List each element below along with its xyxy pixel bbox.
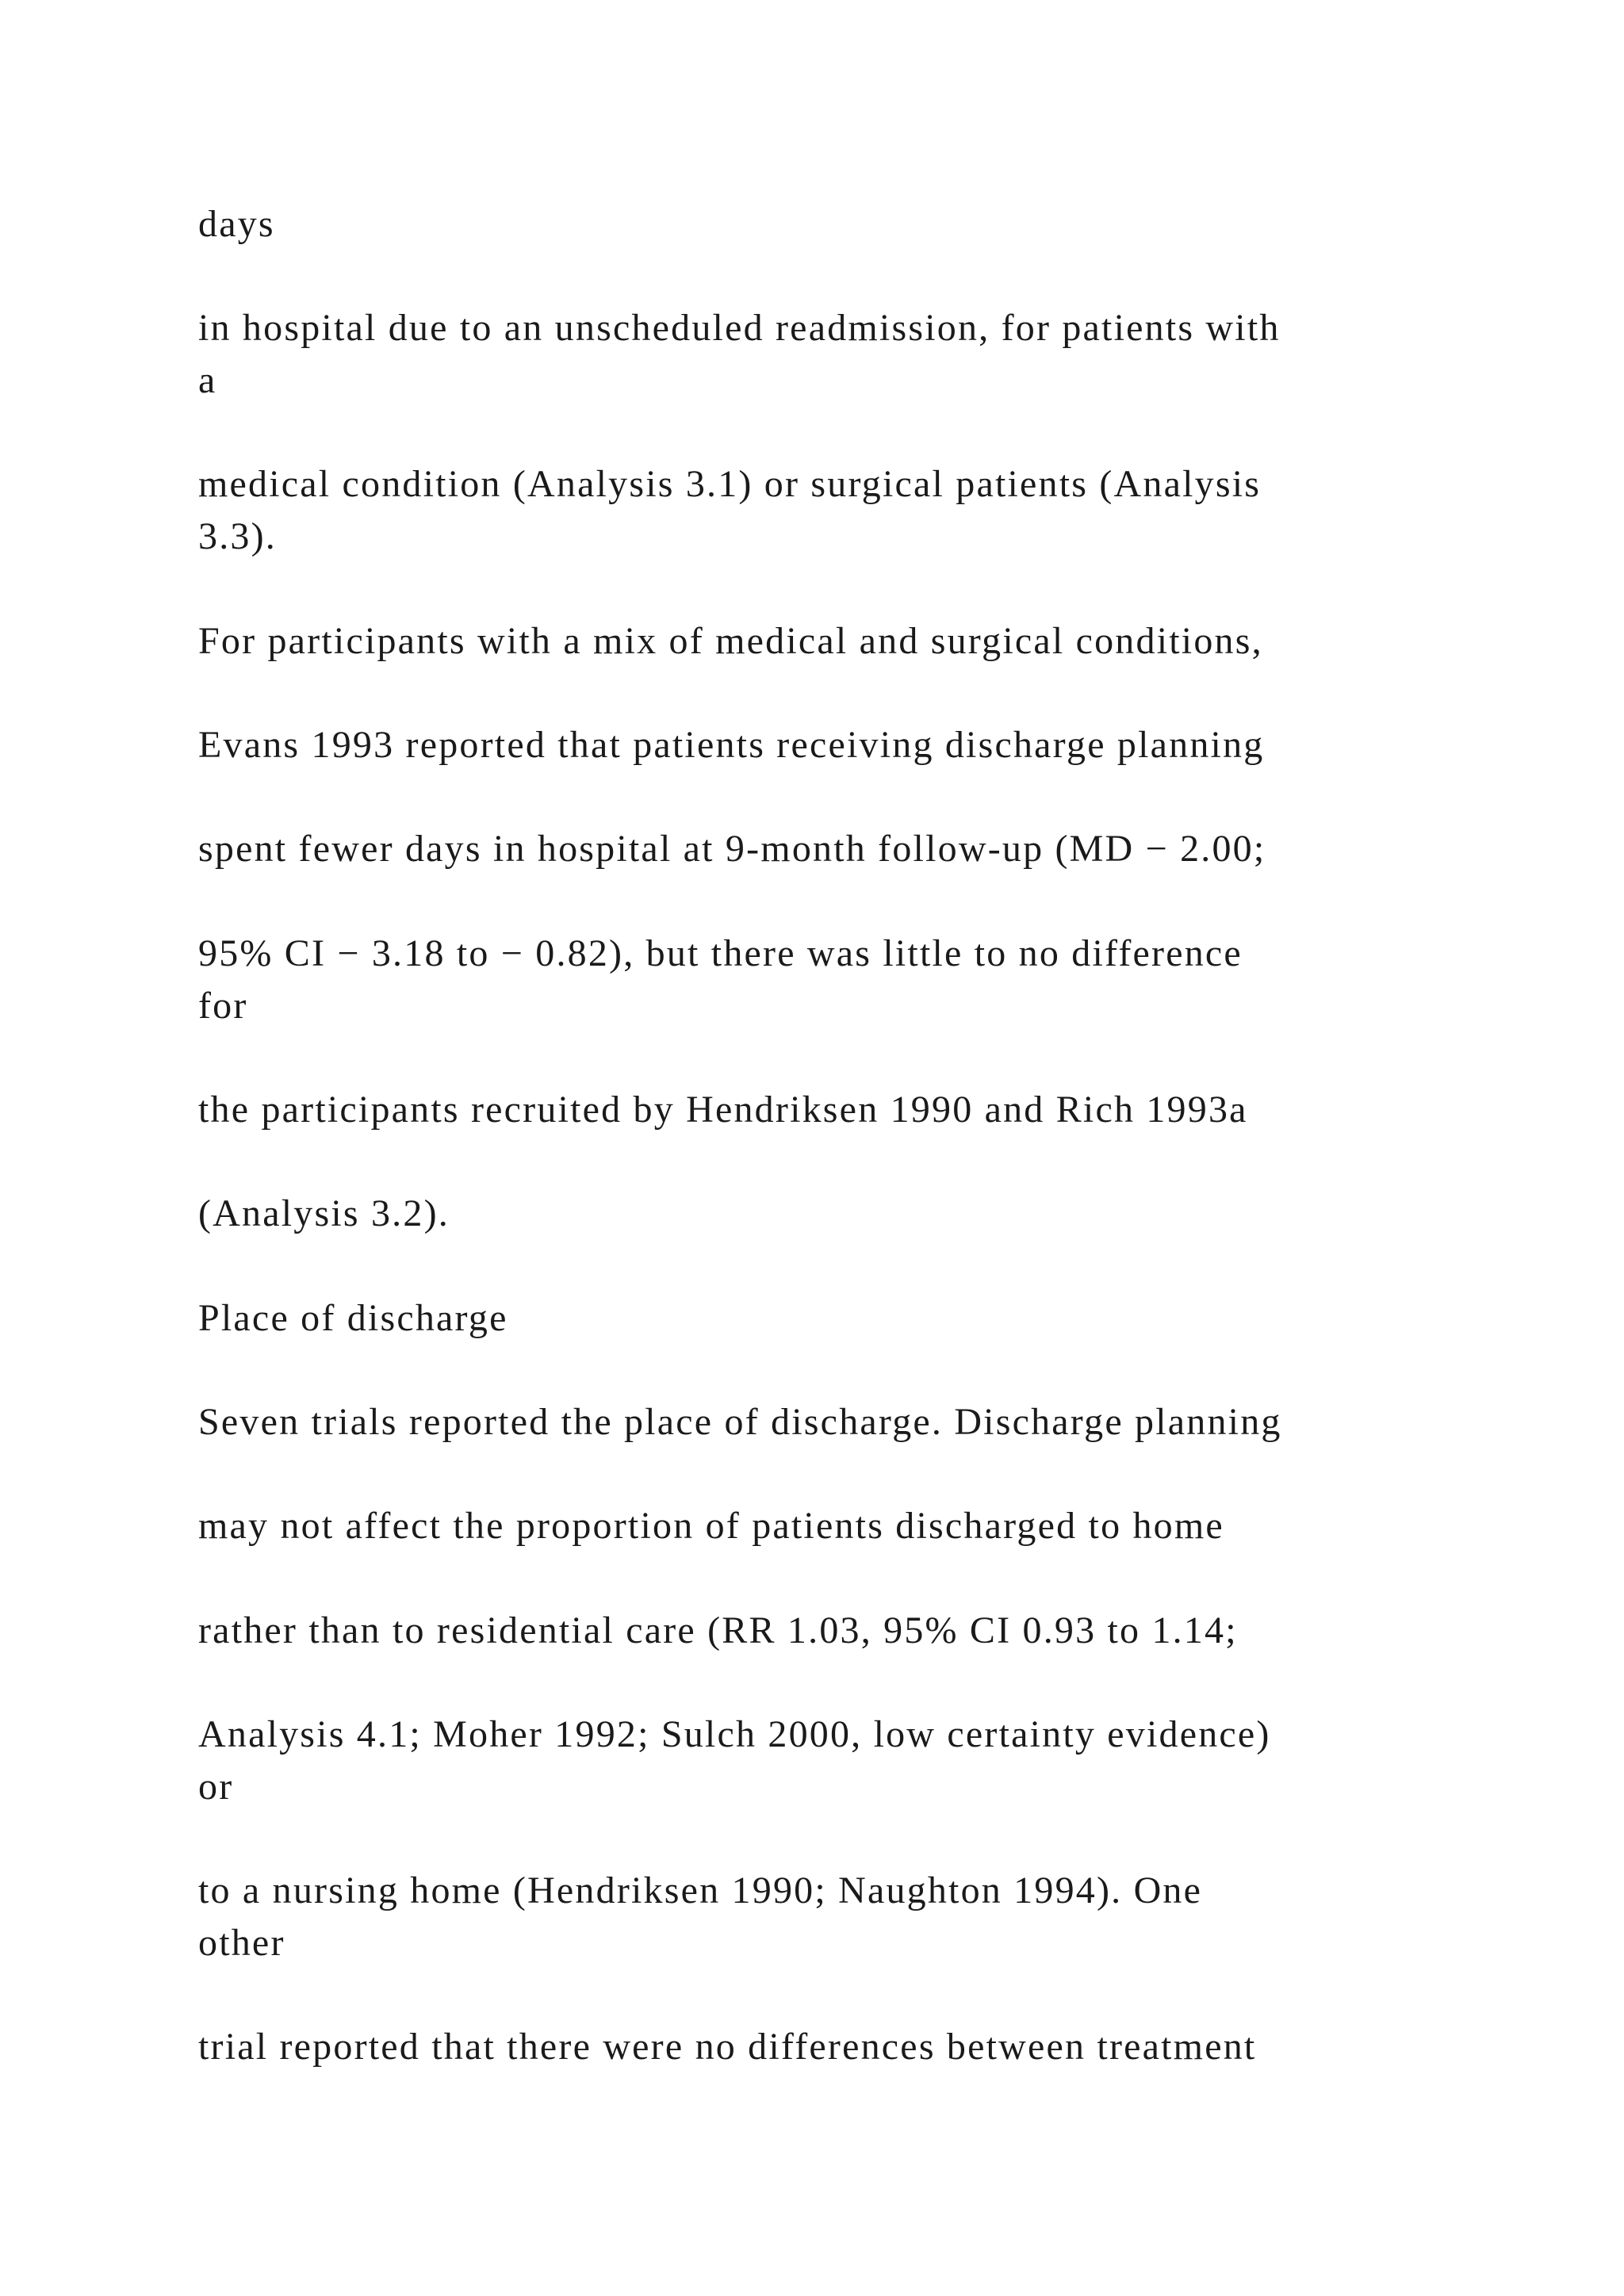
text-line: days — [198, 203, 275, 245]
text-line: trial reported that there were no differences between treatment — [198, 2026, 1257, 2068]
text-line: (Analysis 3.2). — [198, 1192, 450, 1234]
text-line: For participants with a mix of medical and surgical conditions, — [198, 620, 1263, 662]
text-line: rather than to residential care (RR 1.03, 95% CI 0.93 to 1.14; — [198, 1609, 1238, 1651]
text-line: may not affect the proportion of patients discharged to home — [198, 1505, 1224, 1547]
text-line: to a nursing home (Hendriksen 1990; Naughton 1994). One — [198, 1869, 1203, 1911]
text-line: Analysis 4.1; Moher 1992; Sulch 2000, low certainty evidence) — [198, 1713, 1271, 1755]
text-line: spent fewer days in hospital at 9-month follow-up (MD − 2.00; — [198, 828, 1266, 870]
section-heading: Place of discharge — [198, 1297, 508, 1339]
text-line: 3.3). — [198, 515, 277, 557]
text-line: 95% CI − 3.18 to − 0.82), but there was little to no difference — [198, 932, 1243, 974]
text-line: in hospital due to an unscheduled readmission, for patients with — [198, 307, 1281, 349]
text-line: for — [198, 985, 248, 1027]
text-line: other — [198, 1922, 285, 1964]
text-line: Seven trials reported the place of discharge. Discharge planning — [198, 1401, 1282, 1443]
text-line: medical condition (Analysis 3.1) or surgical patients (Analysis — [198, 463, 1262, 505]
text-line: a — [198, 359, 217, 401]
text-line: Evans 1993 reported that patients receiving discharge planning — [198, 724, 1265, 766]
text-line: the participants recruited by Hendriksen 1990 and Rich 1993a — [198, 1089, 1248, 1131]
text-line: or — [198, 1766, 234, 1808]
